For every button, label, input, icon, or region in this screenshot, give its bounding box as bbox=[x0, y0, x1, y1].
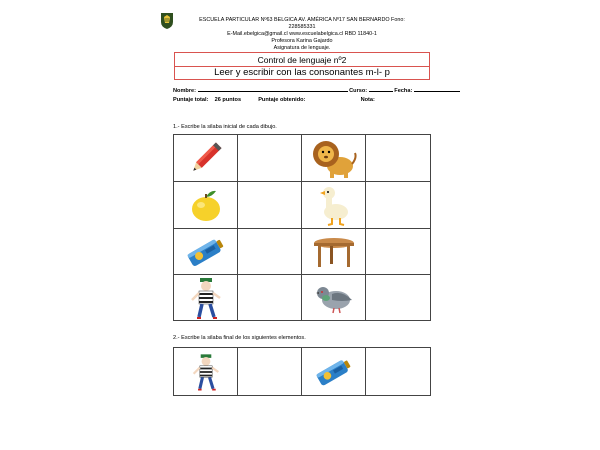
section-1-table bbox=[173, 134, 431, 321]
score-row bbox=[173, 97, 375, 103]
picture-cell-mime bbox=[174, 275, 238, 321]
section-1-instruction: 1.- Escribe la silaba inicial de cada dibujo. bbox=[173, 124, 277, 130]
nota-label: Nota: bbox=[360, 97, 375, 103]
curso-field[interactable] bbox=[369, 86, 393, 92]
puntaje-total-label: Puntaje total: bbox=[173, 97, 209, 103]
answer-cell[interactable] bbox=[366, 229, 431, 275]
lemon-icon bbox=[186, 185, 226, 225]
worksheet-title: Leer y escribir con las consonantes m-l- p bbox=[214, 67, 390, 78]
picture-cell-mime bbox=[174, 348, 238, 396]
answer-cell[interactable] bbox=[366, 135, 431, 182]
section-2-instruction: 2.- Escribe la silaba final de los siguientes elementos. bbox=[173, 335, 306, 341]
picture-cell-duck bbox=[302, 182, 366, 229]
battery-icon bbox=[313, 353, 355, 391]
battery-icon bbox=[184, 232, 228, 272]
title-box bbox=[174, 52, 430, 80]
picture-cell-battery bbox=[174, 229, 238, 275]
picture-cell-lion bbox=[302, 135, 366, 182]
answer-cell[interactable] bbox=[366, 275, 431, 321]
school-crest-icon bbox=[160, 12, 174, 30]
student-info-row bbox=[173, 86, 460, 94]
answer-cell[interactable] bbox=[238, 135, 302, 182]
curso-label: Curso: bbox=[349, 88, 368, 94]
picture-cell-lemon bbox=[174, 182, 238, 229]
fecha-field[interactable] bbox=[414, 86, 460, 92]
subject-name: Asignatura de lenguaje. bbox=[273, 45, 331, 51]
fecha-label: Fecha: bbox=[394, 88, 413, 94]
school-address: ESCUELA PARTICULAR Nº63 BELGICA AV. AMÉRICA Nº17 SAN BERNARDO Fono: 228585331 bbox=[199, 17, 405, 30]
puntaje-total-value: 26 puntos bbox=[214, 97, 242, 103]
answer-cell[interactable] bbox=[238, 182, 302, 229]
picture-cell-table bbox=[302, 229, 366, 275]
answer-cell[interactable] bbox=[366, 182, 431, 229]
mime-icon bbox=[189, 276, 223, 320]
picture-cell-pigeon bbox=[302, 275, 366, 321]
nombre-field[interactable] bbox=[198, 86, 348, 92]
school-contact: E-Mail.ebelgica@gmail.cl www.escuelabelgica.cl RBD 11840-1 bbox=[227, 31, 377, 37]
pencil-icon bbox=[186, 138, 226, 178]
answer-cell[interactable] bbox=[238, 229, 302, 275]
control-title: Control de lenguaje nº2 bbox=[175, 55, 429, 67]
answer-cell[interactable] bbox=[238, 348, 302, 396]
mime-icon bbox=[191, 351, 221, 393]
puntaje-obtenido-label: Puntaje obtenido: bbox=[258, 97, 306, 103]
picture-cell-battery bbox=[302, 348, 366, 396]
teacher-name: Profesora Karina Gajardo bbox=[271, 38, 333, 44]
picture-cell-pencil bbox=[174, 135, 238, 182]
nombre-label: Nombre: bbox=[173, 88, 196, 94]
table-furniture-icon bbox=[312, 235, 356, 269]
duck-icon bbox=[314, 184, 354, 226]
school-header bbox=[186, 17, 418, 52]
pigeon-icon bbox=[312, 280, 356, 316]
section-2-table bbox=[173, 347, 431, 396]
answer-cell[interactable] bbox=[238, 275, 302, 321]
lion-icon bbox=[310, 136, 358, 180]
answer-cell[interactable] bbox=[366, 348, 431, 396]
